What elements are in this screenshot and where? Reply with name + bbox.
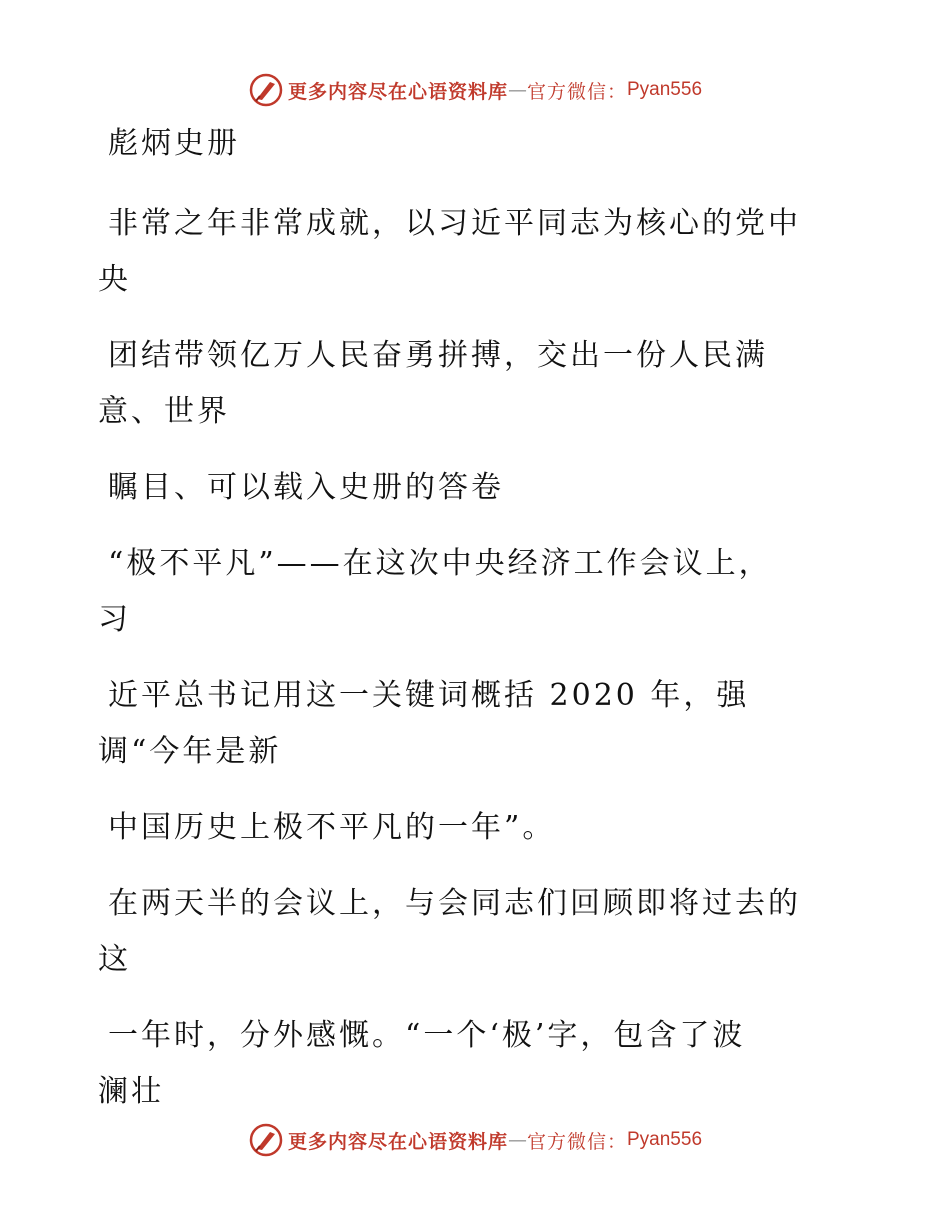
quill-pen-logo-icon xyxy=(248,72,284,108)
banner-wechat-id: Pyan556 xyxy=(627,79,703,100)
header-banner xyxy=(0,70,950,110)
text-line: 近平总书记用这一关键词概括 2020 年，强 xyxy=(108,678,750,713)
banner-wechat-label: 官方微信： xyxy=(526,1130,627,1153)
banner-wechat-id: Pyan556 xyxy=(627,1129,703,1150)
text-line: 瞩目、可以载入史册的答卷 xyxy=(108,470,504,505)
text-line: 中国历史上极不平凡的一年”。 xyxy=(108,810,556,845)
text-line: 一年时，分外感慨。“一个‘极’字，包含了波 xyxy=(108,1018,746,1053)
text-line: 调“今年是新 xyxy=(98,734,282,769)
text-line: 这 xyxy=(98,942,131,977)
banner-separator: — xyxy=(507,1129,527,1151)
text-line: 彪炳史册 xyxy=(108,126,240,161)
text-line: “极不平凡”——在这次中央经济工作会议上， xyxy=(108,546,772,581)
quill-pen-logo-icon xyxy=(248,1122,284,1158)
text-line: 澜壮 xyxy=(98,1074,164,1109)
text-line: 非常之年非常成就，以习近平同志为核心的党中 xyxy=(108,206,801,241)
text-line: 习 xyxy=(98,602,131,637)
text-line: 团结带领亿万人民奋勇拼搏，交出一份人民满 xyxy=(108,338,768,373)
text-line: 意、世界 xyxy=(98,394,230,429)
text-line: 在两天半的会议上，与会同志们回顾即将过去的 xyxy=(108,886,801,921)
footer-banner xyxy=(0,1120,950,1160)
banner-text: 更多内容尽在心语资料库 xyxy=(287,1130,508,1153)
banner-wechat-label: 官方微信： xyxy=(526,80,627,103)
banner-separator: — xyxy=(507,79,527,101)
text-line: 央 xyxy=(98,262,131,297)
banner-text: 更多内容尽在心语资料库 xyxy=(287,80,508,103)
